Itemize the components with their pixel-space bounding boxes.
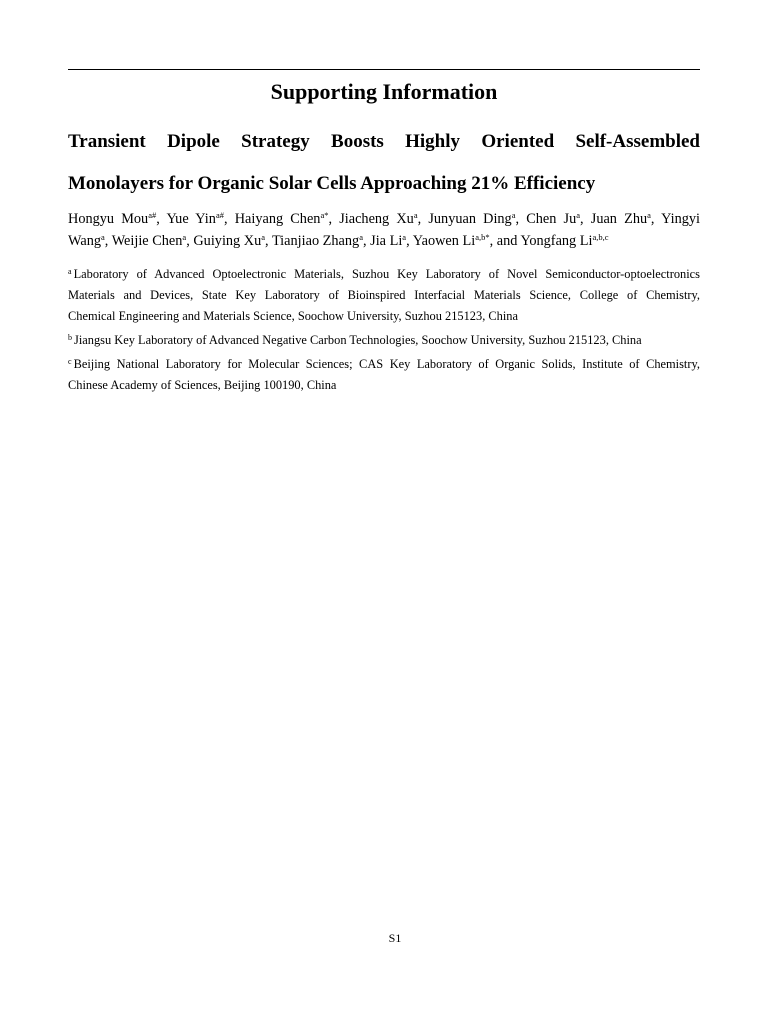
author-name: Yue Yin$^{a\#}$, <box>166 210 228 227</box>
author-name: Tianjiao Zhang$^a$, <box>271 232 367 249</box>
author-name: Jia Li$^a$, <box>370 232 410 249</box>
affiliation-line: $^a$ Laboratory of Advanced Optoelectronic Materials, Suzhou Key Laboratory of Novel Semiconductor-optoelectronics <box>68 267 700 281</box>
supporting-information-heading: Supporting Information <box>270 79 498 104</box>
affiliation-marker: c <box>68 357 72 366</box>
author-name: Junyuan Ding$^a$, <box>428 210 520 227</box>
affiliation-b <box>68 330 700 351</box>
author-line-1: Hongyu Mou$^{a\#}$, Yue Yin$^{a\#}$, Haiyang Chen$^{a*}$, Jiacheng Xu$^a$, Junyuan Ding$^a$, Chen Ju$^a$, Juan Zhu$^a$, Yingyi <box>68 210 701 227</box>
paper-title-line-1: Transient Dipole Strategy Boosts Highly Oriented Self-Assembled <box>68 131 700 152</box>
author-name: Guiying Xu$^a$, <box>193 232 269 249</box>
author-name: Hongyu Mou$^{a\#}$, <box>68 210 160 227</box>
affiliation-line: Materials and Devices, State Key Laboratory of Bioinspired Interfacial Materials Science, College of Chemistry, <box>68 288 700 302</box>
paper-title <box>68 121 700 205</box>
affiliation-list <box>68 264 700 399</box>
author-name: Yaowen $Li^{a,b*}$, <box>412 232 494 249</box>
affiliation-marker: a <box>68 267 72 276</box>
author-name: Haiyang Chen$^{a*}$, <box>234 210 333 227</box>
affiliation-line: Chemical Engineering and Materials Science, Soochow University, Suzhou 215123, China <box>68 309 518 323</box>
author-name: Chen Ju$^a$, <box>526 210 584 227</box>
author-line-2: Wang$^a$, Weijie Chen$^a$, Guiying Xu$^a$, Tianjiao Zhang$^a$, Jia Li$^a$, Yaowen $Li^{a,b*}$, and Yongfang Li$^{a,b,c}$ <box>68 232 609 249</box>
affiliation-line: Chinese Academy of Sciences, Beijing 100190, China <box>68 378 337 392</box>
author-name: Yongfang Li$^{a,b,c}$ <box>520 232 609 249</box>
affiliation-line: $^b$ Jiangsu Key Laboratory of Advanced Negative Carbon Technologies, Soochow University, Suzhou 215123, China <box>68 333 642 347</box>
author-name: Wang$^a$, <box>68 232 109 249</box>
author-name: Jiacheng Xu$^a$, <box>339 210 422 227</box>
author-list <box>68 208 700 252</box>
paper-title-line-2: Monolayers for Organic Solar Cells Approaching 21% Efficiency <box>68 173 596 194</box>
affiliation-line: $^c$ Beijing National Laboratory for Molecular Sciences; CAS Key Laboratory of Organic Solids, Institute of Chemistry, <box>68 357 700 371</box>
page-number: S1 <box>388 931 402 945</box>
author-name: Weijie Chen$^a$, <box>111 232 190 249</box>
author-name: Juan Zhu$^a$, <box>590 210 655 227</box>
affiliation-a <box>68 264 700 327</box>
header-rule <box>68 69 700 70</box>
affiliation-c <box>68 354 700 396</box>
affiliation-marker: b <box>68 333 72 342</box>
